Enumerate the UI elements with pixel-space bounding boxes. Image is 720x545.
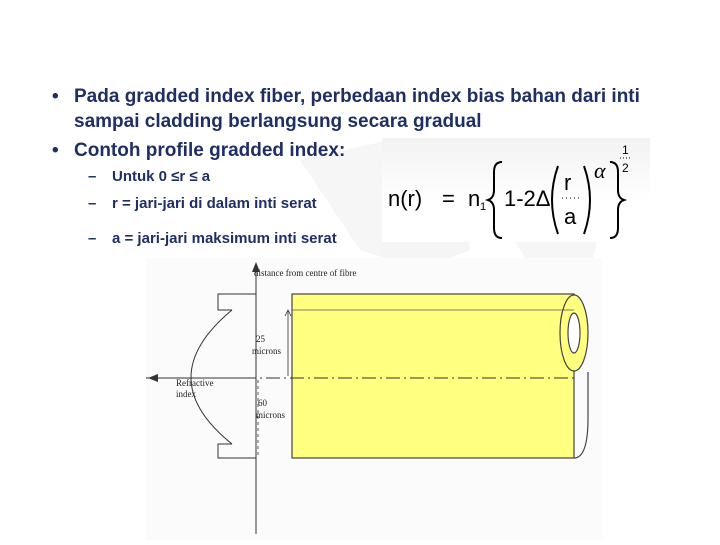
- bullet-item-1: [52, 84, 692, 134]
- formula-alpha: α: [594, 158, 606, 183]
- formula-equals: =: [442, 186, 455, 211]
- formula-box: [382, 138, 650, 242]
- graded-profile-curve: [191, 310, 232, 444]
- cladding-step: [218, 294, 256, 458]
- refractive-label-2: index: [176, 389, 196, 399]
- sub-text-2: r = jari-jari di dalam inti serat: [112, 195, 317, 212]
- sub-item-3: [88, 229, 337, 249]
- left-paren: [552, 166, 558, 234]
- refractive-label-1: Refractive: [176, 378, 214, 388]
- formula-lhs: n(r): [388, 186, 423, 211]
- exponent-numerator: 1: [622, 143, 629, 157]
- formula-n-subscript: 1: [480, 201, 487, 213]
- bullet-item-2: [52, 138, 345, 163]
- label-25: 25: [256, 334, 265, 344]
- fibre-right-edge: [574, 372, 588, 458]
- fibre-end-core: [568, 313, 580, 353]
- label-25-microns: microns: [252, 346, 281, 356]
- sub-item-1: [88, 167, 210, 187]
- dash-marker: –: [88, 230, 97, 247]
- sub-text-1: Untuk 0 ≤r ≤ a: [112, 168, 211, 185]
- dash-marker: –: [88, 195, 97, 212]
- fibre-cylinder: [292, 294, 574, 458]
- formula-r: r: [564, 170, 572, 195]
- dash-marker: –: [88, 168, 97, 185]
- refractive-arrow: [148, 374, 158, 382]
- formula-one-minus: 1-2Δ: [504, 186, 551, 211]
- fibre-diagram-svg: [146, 258, 602, 540]
- bullet-text-2: Contoh profile gradded index:: [74, 140, 346, 161]
- left-brace: [488, 162, 502, 238]
- bullet-marker: •: [52, 140, 59, 161]
- label-60-microns: microns: [256, 410, 285, 420]
- sub-text-3: a = jari-jari maksimum inti serat: [112, 230, 337, 247]
- sub-item-2: [88, 194, 317, 214]
- bullet-text-1: Pada gradded index fiber, perbedaan index bias bahan dari inti sampai cladding berlangsung secara gradual: [74, 86, 640, 132]
- formula-svg: [382, 138, 650, 242]
- formula-n: n: [468, 186, 481, 211]
- fibre-diagram: [146, 258, 602, 540]
- right-paren: [584, 166, 590, 234]
- label-60: 60: [258, 398, 267, 408]
- exponent-denominator: 2: [622, 161, 629, 175]
- formula-a: a: [564, 204, 577, 229]
- distance-label: distance from centre of fibre: [254, 268, 357, 278]
- bullet-marker: •: [52, 86, 59, 107]
